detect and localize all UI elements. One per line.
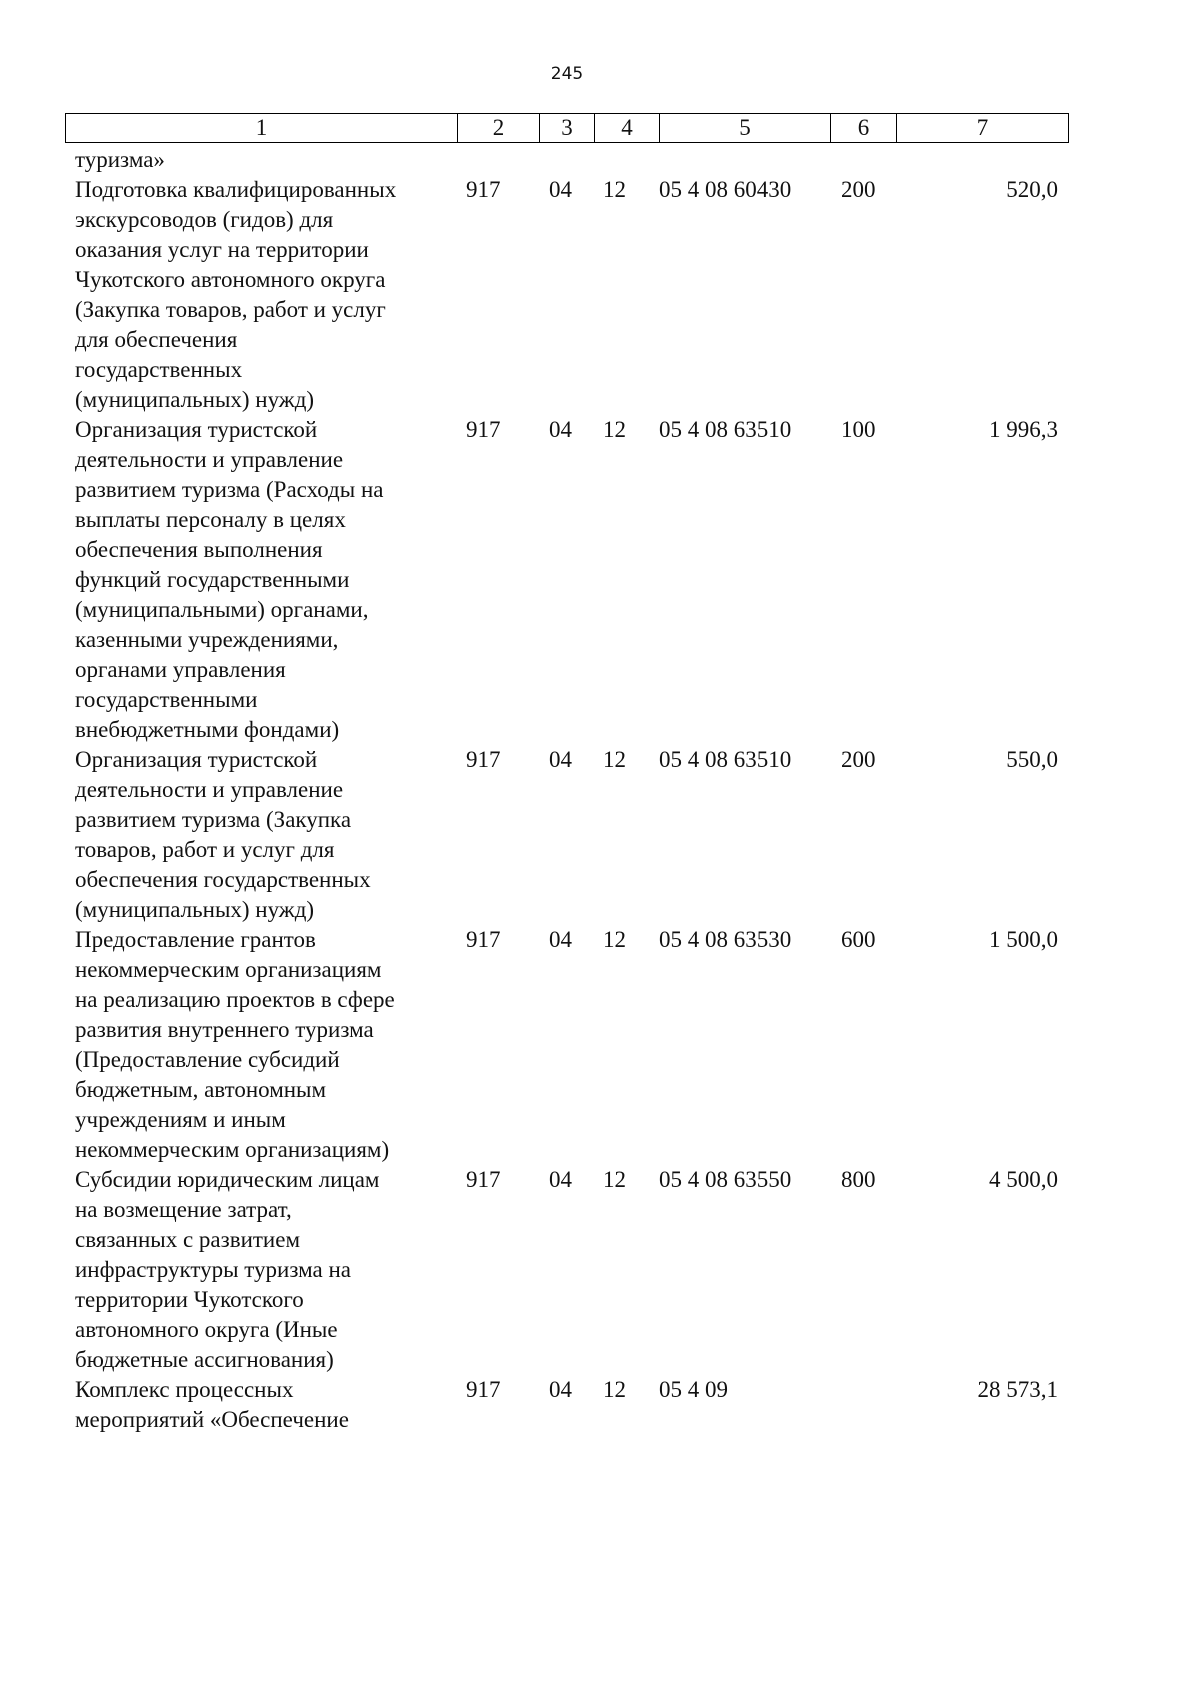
amount: 550,0 (1006, 747, 1058, 772)
column-header-3: 3 (540, 114, 595, 143)
column-header-table (65, 113, 1069, 143)
column-header-5: 5 (660, 114, 831, 143)
ministry-code: 917 (466, 177, 501, 202)
target-article-code: 05 4 08 60430 (659, 177, 792, 202)
section-code: 04 (549, 1167, 572, 1192)
table-row (0, 175, 1100, 415)
section-code: 04 (549, 417, 572, 442)
column-header-4: 4 (595, 114, 660, 143)
subsection-code: 12 (603, 1167, 626, 1192)
row-description: Подготовка квалифицированных экскурсоводов (гидов) для оказания услуг на территории Чукотского автономного округа (Закупка товаров, работ и услуг для обеспечения государственных (муниципальных) нужд) (75, 177, 397, 412)
subsection-code: 12 (603, 1377, 626, 1402)
table-row (0, 925, 1100, 1165)
subsection-code: 12 (603, 177, 626, 202)
section-code: 04 (549, 927, 572, 952)
ministry-code: 917 (466, 1377, 501, 1402)
section-code: 04 (549, 177, 572, 202)
table-row (0, 1375, 1100, 1435)
amount: 520,0 (1006, 177, 1058, 202)
ministry-code: 917 (466, 927, 501, 952)
amount: 28 573,1 (977, 1377, 1058, 1402)
target-article-code: 05 4 08 63550 (659, 1167, 792, 1192)
table-row (0, 415, 1100, 745)
column-header-1: 1 (66, 114, 458, 143)
target-article-code: 05 4 08 63530 (659, 927, 792, 952)
column-header-row (66, 114, 1069, 143)
ministry-code: 917 (466, 1167, 501, 1192)
expense-type-code: 600 (841, 927, 876, 952)
column-header-6: 6 (831, 114, 897, 143)
section-code: 04 (549, 747, 572, 772)
table-row (0, 745, 1100, 925)
row-description: Комплекс процессных мероприятий «Обеспечение (75, 1377, 349, 1432)
amount: 1 996,3 (989, 417, 1058, 442)
subsection-code: 12 (603, 417, 626, 442)
row-description: Организация туристской деятельности и управление развитием туризма (Расходы на выплаты персоналу в целях обеспечения выполнения функций государственными (муниципальными) органами, казенными учреждениями, органами управления государственными внебюджетными фондами) (75, 417, 384, 742)
expense-type-code: 200 (841, 747, 876, 772)
row-description: туризма» (75, 147, 165, 172)
subsection-code: 12 (603, 747, 626, 772)
target-article-code: 05 4 08 63510 (659, 417, 792, 442)
section-code: 04 (549, 1377, 572, 1402)
column-header-2: 2 (458, 114, 540, 143)
ministry-code: 917 (466, 417, 501, 442)
budget-table-body (0, 145, 1100, 1435)
column-header-7: 7 (897, 114, 1069, 143)
row-description: Предоставление грантов некоммерческим организациям на реализацию проектов в сфере развития внутреннего туризма (Предоставление субсидий бюджетным, автономным учреждениям и иным некоммерческим организациям) (75, 927, 395, 1162)
table-row (0, 145, 1100, 175)
amount: 1 500,0 (989, 927, 1058, 952)
row-description: Организация туристской деятельности и управление развитием туризма (Закупка товаров, работ и услуг для обеспечения государственных (муниципальных) нужд) (75, 747, 371, 922)
amount: 4 500,0 (989, 1167, 1058, 1192)
table-row (0, 1165, 1100, 1375)
expense-type-code: 100 (841, 417, 876, 442)
expense-type-code: 200 (841, 177, 876, 202)
page-number: 245 (550, 64, 584, 84)
row-description: Субсидии юридическим лицам на возмещение затрат, связанных с развитием инфраструктуры туризма на территории Чукотского автономного округа (Иные бюджетные ассигнования) (75, 1167, 380, 1372)
target-article-code: 05 4 09 (659, 1377, 728, 1402)
subsection-code: 12 (603, 927, 626, 952)
ministry-code: 917 (466, 747, 501, 772)
target-article-code: 05 4 08 63510 (659, 747, 792, 772)
expense-type-code: 800 (841, 1167, 876, 1192)
